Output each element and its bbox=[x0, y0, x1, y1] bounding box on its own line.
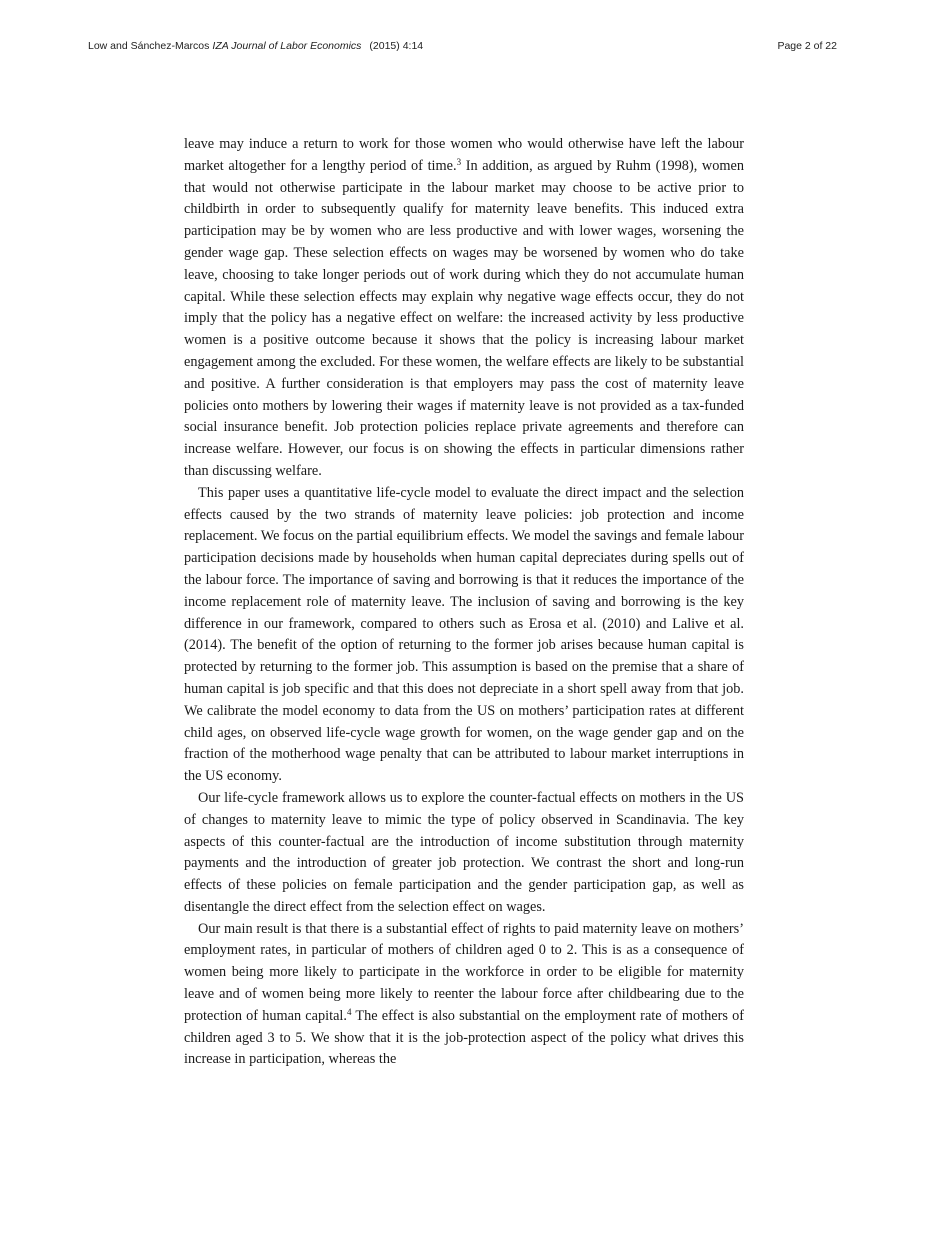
paragraph-1-text-a: leave may induce a return to work for those women who would otherwise have left the labour market altogether for a lengthy period of time. bbox=[184, 136, 744, 174]
footnote-marker-3[interactable]: 3 bbox=[456, 156, 462, 167]
body-text bbox=[184, 134, 744, 1071]
paragraph-4-text-b: The effect is also substantial on the employment rate of mothers of children aged 3 to 5. We show that it is the job-protection aspect of the policy what drives this increase in participation, whereas the bbox=[184, 1007, 744, 1068]
header-page-number: Page 2 of 22 bbox=[777, 40, 837, 52]
paragraph-1-text-b: In addition, as argued by Ruhm (1998), women that would not otherwise participate in the labour market may choose to be active prior to childbirth in order to subsequently qualify for maternity leave benefits. This induced extra participation may be by women who are less productive and with lower wages, worsening the gender wage gap. These selection effects on wages may be worsened by women who do take leave, choosing to take longer periods out of work during which they do not accumulate human capital. While these selection effects may explain why negative wage effects occur, they do not imply that the policy has a negative effect on welfare: the increased activity by less productive women is a positive outcome because it shows that the policy is increasing labour market engagement among the excluded. For these women, the welfare effects are likely to be substantial and positive. A further consideration is that employers may pass the cost of maternity leave policies onto mothers by lowering their wages if maternity leave is not provided as a tax-funded social insurance benefit. Job protection policies replace private agreements and therefore can increase welfare. However, our focus is on showing the effects in particular dimensions rather than discussing welfare. bbox=[184, 157, 744, 479]
header-journal: IZA Journal of Labor Economics bbox=[212, 40, 362, 52]
running-header bbox=[88, 38, 837, 54]
header-volume: (2015) 4:14 bbox=[369, 40, 424, 52]
header-citation bbox=[88, 38, 423, 54]
footnote-marker-4[interactable]: 4 bbox=[346, 1006, 352, 1017]
paragraph-1 bbox=[184, 134, 744, 483]
header-authors: Low and Sánchez-Marcos bbox=[88, 40, 210, 52]
paragraph-4 bbox=[184, 919, 744, 1072]
paragraph-3: Our life-cycle framework allows us to explore the counter-factual effects on mothers in the US of changes to maternity leave to mimic the type of policy observed in Scandinavia. The key aspects of this counter-factual are the introduction of income substitution through maternity payments and the introduction of greater job protection. We contrast the short and long-run effects of these policies on female participation and the gender participation gap, as well as disentangle the direct effect from the selection effect on wages. bbox=[184, 789, 744, 915]
paragraph-4-text-a: Our main result is that there is a substantial effect of rights to paid maternity leave on mothers’ employment rates, in particular of mothers of children aged 0 to 2. This is as a consequence of women being more likely to participate in the workforce in order to be eligible for maternity leave and of women being more likely to reenter the labour force after childbearing due to the protection of human capital. bbox=[184, 920, 744, 1024]
paragraph-2: This paper uses a quantitative life-cycle model to evaluate the direct impact and the selection effects caused by the two strands of maternity leave policies: job protection and income replacement. We focus on the partial equilibrium effects. We model the savings and female labour participation decisions made by households when human capital depreciates during spells out of the labour force. The importance of saving and borrowing is that it reduces the importance of the income replacement role of maternity leave. The inclusion of saving and borrowing is the key difference in our framework, compared to others such as Erosa et al. (2010) and Lalive et al. (2014). The benefit of the option of returning to the former job arises because human capital is protected by returning to the former job. This assumption is based on the premise that a share of human capital is job specific and that this does not depreciate in a short spell away from that job. We calibrate the model economy to data from the US on mothers’ participation rates at different child ages, on observed life-cycle wage growth for women, on the wage gender gap and on the fraction of the motherhood wage penalty that can be attributed to labour market interruptions in the US economy. bbox=[184, 484, 744, 785]
